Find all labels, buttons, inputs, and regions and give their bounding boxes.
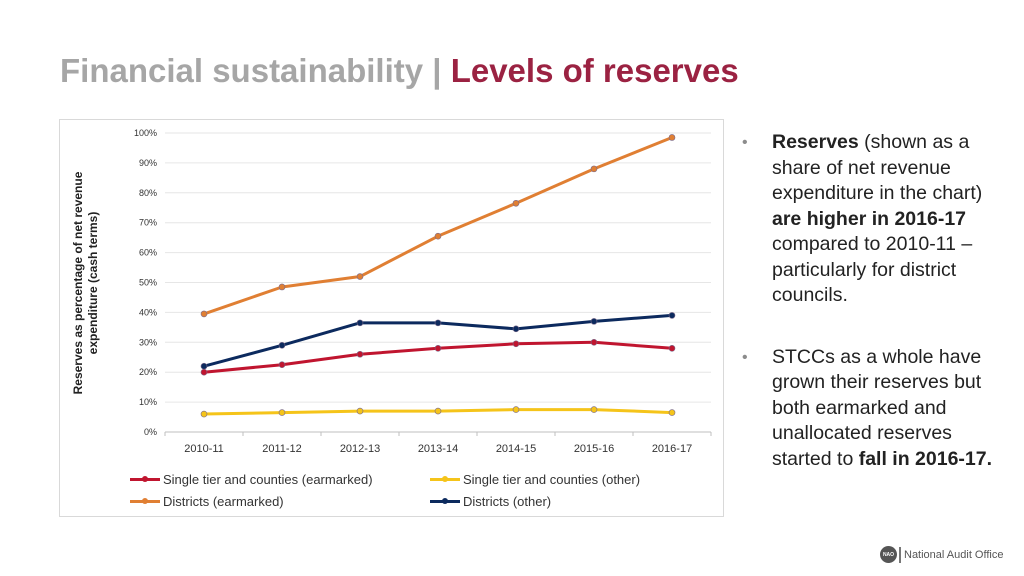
y-tick-label: 20% bbox=[138, 367, 157, 378]
data-point bbox=[513, 326, 519, 332]
logo-divider bbox=[899, 547, 901, 563]
y-tick-label: 90% bbox=[138, 157, 157, 168]
bullet-point bbox=[742, 130, 1004, 309]
data-point bbox=[201, 369, 207, 375]
data-point bbox=[591, 407, 597, 413]
legend-item bbox=[130, 494, 284, 509]
legend-label: Districts (other) bbox=[463, 494, 552, 509]
data-point bbox=[669, 410, 675, 416]
x-tick-label: 2013-14 bbox=[417, 443, 459, 455]
data-point bbox=[435, 345, 441, 351]
x-tick-label: 2015-16 bbox=[573, 443, 615, 455]
series-line bbox=[204, 137, 672, 313]
y-axis-label bbox=[71, 172, 101, 395]
legend-swatch bbox=[130, 500, 160, 503]
legend-item bbox=[130, 472, 373, 487]
bullet-icon: • bbox=[742, 348, 748, 366]
x-tick-label: 2016-17 bbox=[651, 443, 693, 455]
y-tick-label: 40% bbox=[138, 307, 157, 318]
data-point bbox=[435, 408, 441, 414]
data-point bbox=[279, 342, 285, 348]
bullet-icon: • bbox=[742, 134, 748, 151]
legend-marker bbox=[442, 498, 448, 504]
data-point bbox=[591, 166, 597, 172]
bullet-emphasis: fall in 2016-17. bbox=[858, 447, 993, 470]
bullet-point bbox=[742, 345, 1004, 473]
y-tick-label: 70% bbox=[138, 217, 157, 228]
nao-seal-icon bbox=[880, 546, 897, 563]
key-points bbox=[742, 130, 1004, 472]
y-axis-label-line-1: Reserves as percentage of net revenue bbox=[71, 171, 85, 395]
data-point bbox=[279, 410, 285, 416]
legend-label: Single tier and counties (other) bbox=[463, 472, 641, 487]
y-tick-label: 60% bbox=[138, 247, 157, 258]
x-tick-label: 2010-11 bbox=[184, 443, 224, 455]
data-point bbox=[435, 320, 441, 326]
y-tick-label: 80% bbox=[138, 187, 157, 198]
y-tick-label: 50% bbox=[138, 277, 157, 288]
bullet-text: compared to 2010-11 – particularly for district councils. bbox=[772, 233, 973, 306]
data-point bbox=[279, 284, 285, 290]
legend-swatch bbox=[430, 500, 460, 503]
bullet-emphasis: Reserves bbox=[772, 131, 859, 153]
chart-container bbox=[59, 119, 724, 517]
data-point bbox=[201, 411, 207, 417]
data-point bbox=[357, 320, 363, 326]
legend-label: Districts (earmarked) bbox=[163, 494, 284, 509]
data-point bbox=[435, 233, 441, 239]
data-point bbox=[357, 274, 363, 280]
data-point bbox=[513, 200, 519, 206]
nao-seal-text: NAO bbox=[882, 551, 895, 558]
data-point bbox=[513, 341, 519, 347]
bullet-text: STCCs as a whole have grown their reserves but both earmarked and unallocated reserves started to bbox=[772, 345, 982, 470]
data-point bbox=[279, 362, 285, 368]
y-tick-label: 100% bbox=[133, 128, 157, 138]
line-chart bbox=[60, 120, 725, 518]
x-tick-label: 2014-15 bbox=[495, 443, 537, 455]
data-point bbox=[201, 363, 207, 369]
legend-marker bbox=[142, 498, 148, 504]
bullet-text: (shown as a share of net revenue expenditure in the chart) bbox=[772, 131, 983, 204]
legend-marker bbox=[142, 476, 148, 482]
x-tick-label: 2012-13 bbox=[339, 443, 381, 455]
data-point bbox=[357, 408, 363, 414]
legend-item bbox=[430, 494, 551, 509]
legend-swatch bbox=[430, 478, 460, 481]
data-point bbox=[591, 318, 597, 324]
y-tick-label: 10% bbox=[138, 397, 157, 408]
legend-item bbox=[430, 472, 640, 487]
data-point bbox=[669, 312, 675, 318]
data-point bbox=[669, 345, 675, 351]
data-point bbox=[357, 351, 363, 357]
chart-legend bbox=[130, 472, 690, 516]
title-primary: Financial sustainability bbox=[60, 52, 424, 89]
data-point bbox=[513, 407, 519, 413]
data-point bbox=[201, 311, 207, 317]
page-title bbox=[60, 52, 739, 90]
bullet-emphasis: are higher in 2016-17 bbox=[772, 207, 967, 230]
data-point bbox=[591, 339, 597, 345]
title-highlight: Levels of reserves bbox=[450, 52, 739, 89]
legend-marker bbox=[442, 476, 448, 482]
title-separator: | bbox=[423, 52, 451, 89]
y-axis-label-line-2: expenditure (cash terms) bbox=[86, 211, 100, 355]
footer-logo bbox=[880, 546, 1003, 563]
x-tick-label: 2011-12 bbox=[262, 443, 302, 455]
y-tick-label: 30% bbox=[138, 337, 157, 348]
y-tick-label: 0% bbox=[143, 427, 157, 437]
org-name: National Audit Office bbox=[904, 548, 1004, 561]
legend-swatch bbox=[130, 478, 160, 481]
legend-label: Single tier and counties (earmarked) bbox=[163, 472, 373, 487]
data-point bbox=[669, 134, 675, 140]
